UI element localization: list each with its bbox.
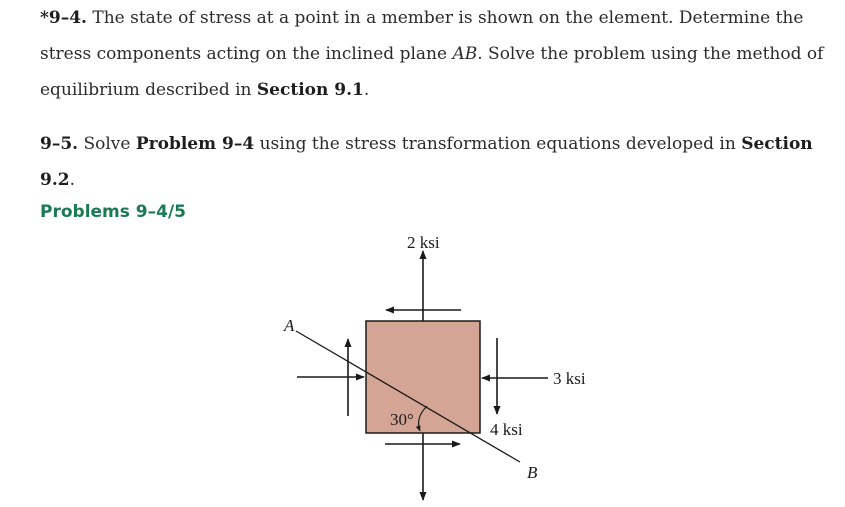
problem-9-5-text-2: using the stress transformation equations developed in [254,134,742,154]
problem-ref-9-4: Problem 9–4 [135,134,255,154]
problem-9-5-text-1: Solve [78,134,136,154]
problem-9-4-text-2: . Solve the problem using the method of equilibrium described in [40,44,824,100]
label-right-stress: 3 ksi [553,369,586,388]
section-ref-9-1: Section 9.1 [256,80,364,100]
label-point-a: A [284,316,295,335]
problem-9-5-text-3: . [69,170,75,190]
label-angle: 30° [390,410,414,429]
label-top-stress: 2 ksi [407,233,440,252]
problem-9-4-text-1: The state of stress at a point in a member is shown on the element. Determine the stress components acting on the inclined plane [40,8,804,64]
label-point-b: B [527,463,538,482]
section-ref-9-2: Section 9.2 [40,134,813,190]
problem-9-5-number: 9–5. [40,134,79,154]
label-shear-stress: 4 ksi [490,420,523,439]
problem-9-4-text-3: . [363,80,370,100]
figure-title: Problems 9–4/5 [40,202,186,222]
plane-ab-label: AB [452,44,478,64]
problem-9-4-number: *9–4. [40,8,87,28]
stress-element-square [366,321,480,433]
